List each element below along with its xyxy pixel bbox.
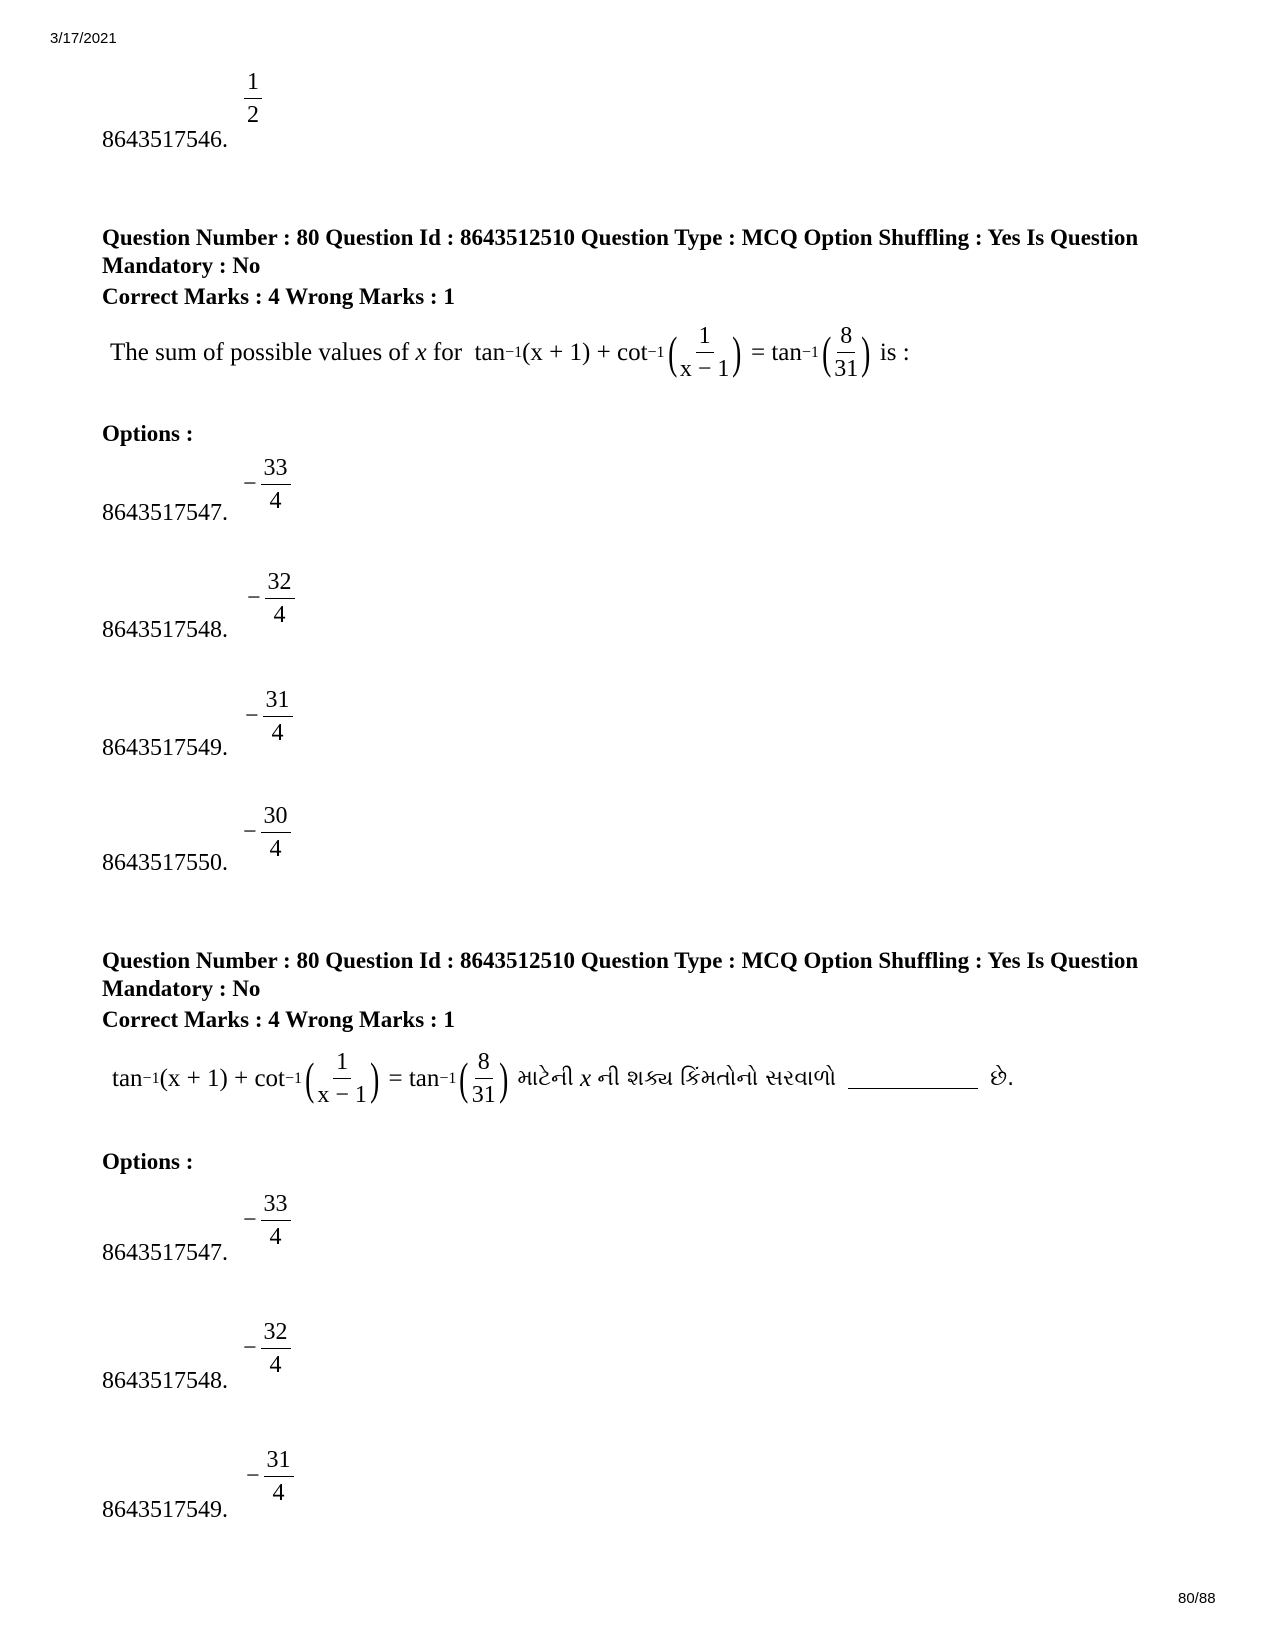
denominator: 4 [273,602,286,628]
fraction [244,68,262,129]
math-inverse: −1 [801,343,819,361]
answer-blank [848,1068,978,1089]
statement-text: is : [879,338,910,366]
math-cot: cot [616,338,648,366]
math-tan: tan [771,338,802,366]
math-paren-fraction: ( $\frac{1}{x - 1}$ ) [667,323,742,382]
page-number: 80/88 [1178,1590,1216,1607]
option-id: 8643517550. [102,850,228,876]
option-id: 8643517547. [102,500,228,526]
question-statement [112,1048,1014,1109]
numerator: 33 [261,1190,291,1221]
math-tan: tan [408,1064,440,1092]
option-id: 8643517549. [102,1497,228,1523]
math-inverse: −1 [142,1069,160,1087]
math-paren-fraction: ( $\frac{8}{31}$ ) [459,1049,508,1108]
math-inverse: −1 [647,343,665,361]
denominator: 31 [471,1082,496,1108]
option-value [243,802,291,863]
statement-text: માટેની [517,1066,574,1091]
option-id: 8643517547. [102,1240,228,1266]
math-paren-fraction: ( $\frac{8}{31}$ ) [822,323,871,382]
option-value [247,568,295,629]
numerator: 33 [261,454,291,485]
denominator: 31 [834,356,859,382]
numerator: 31 [263,686,293,717]
numerator: 30 [261,802,291,833]
denominator: 4 [272,1480,285,1506]
denominator: 4 [271,720,284,746]
statement-text: for [432,338,463,366]
denominator: 2 [247,102,259,128]
minus-sign: − [247,585,261,611]
denominator: 4 [269,836,282,862]
statement-text: The sum of possible values of [110,338,410,366]
option-value [245,686,293,747]
math-inverse: −1 [439,1069,457,1087]
option-value [243,1190,291,1251]
denominator: 4 [269,1224,282,1250]
variable-x: x [415,338,427,366]
statement-text: ની શક્ય કિંમતોનો સરવાળો [597,1066,837,1091]
denominator: 4 [269,488,282,514]
option-id: 8643517548. [102,1368,228,1394]
math-argument: (x + 1) + [522,338,611,366]
minus-sign: − [243,819,257,845]
options-label: Options : [102,421,194,446]
question-heading: Question Number : 80 Question Id : 8643512510 Question Type : MCQ Option Shuffling : Yes Is Question Mandatory : No [102,225,1139,278]
question-marks: Correct Marks : 4 Wrong Marks : 1 [102,1007,455,1032]
denominator: x − 1 [317,1082,367,1108]
option-id: 8643517546. [102,127,228,153]
math-equals: = [751,338,766,366]
numerator: 1 [696,322,714,353]
question-heading: Question Number : 80 Question Id : 8643512510 Question Type : MCQ Option Shuffling : Yes Is Question Mandatory : No [102,948,1139,1001]
minus-sign: − [245,703,259,729]
option-value [243,1318,291,1379]
minus-sign: − [246,1463,260,1489]
minus-sign: − [243,1207,257,1233]
numerator: 1 [244,68,262,99]
math-tan: tan [474,338,506,366]
numerator: 1 [333,1048,351,1079]
statement-text: છે. [990,1066,1015,1091]
variable-x: x [579,1064,592,1092]
numerator: 8 [837,322,855,353]
print-date: 3/17/2021 [50,30,117,47]
numerator: 32 [265,568,295,599]
math-tan: tan [112,1064,143,1092]
option-value [246,1446,294,1507]
option-value [243,454,291,515]
option-id: 8643517549. [102,735,228,761]
option-id: 8643517548. [102,617,228,643]
options-label: Options : [102,1149,194,1174]
minus-sign: − [243,471,257,497]
numerator: 8 [475,1048,493,1079]
math-argument: (x + 1) + [159,1064,249,1092]
denominator: x − 1 [679,356,730,382]
math-paren-fraction: ( $\frac{1}{x - 1}$ ) [305,1049,380,1108]
math-cot: cot [254,1064,285,1092]
option-value [244,68,262,129]
math-inverse: −1 [284,1069,303,1087]
question-marks: Correct Marks : 4 Wrong Marks : 1 [102,284,455,309]
math-equals: = [388,1064,403,1092]
denominator: 4 [269,1352,282,1378]
math-inverse: −1 [505,343,523,361]
numerator: 31 [264,1446,294,1477]
minus-sign: − [243,1335,257,1361]
numerator: 32 [261,1318,291,1349]
question-statement [110,322,910,383]
